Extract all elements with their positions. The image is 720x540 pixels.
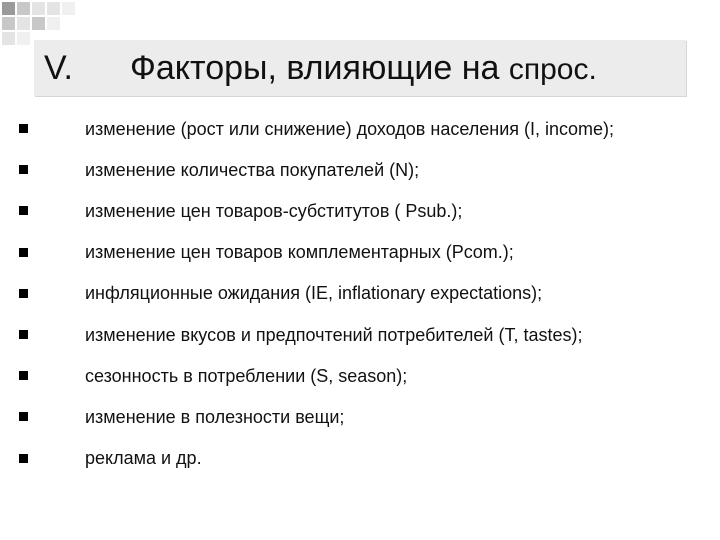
list-item-text: изменение цен товаров-субститутов ( Psub.); <box>85 200 463 221</box>
list-item-text: изменение вкусов и предпочтений потребителей (T, tastes); <box>85 324 583 345</box>
list-item <box>0 273 720 314</box>
list-item-text: инфляционные ожидания (IE, inflationary expectations); <box>85 283 543 304</box>
list-item-text: сезонность в потреблении (S, season); <box>85 365 408 386</box>
list-item <box>0 149 720 190</box>
list-item <box>0 438 720 479</box>
square-bullet-icon <box>19 206 28 215</box>
square-bullet-icon <box>19 165 28 174</box>
square-bullet-icon <box>19 454 28 463</box>
square-bullet-icon <box>19 248 28 257</box>
list-item <box>0 396 720 437</box>
list-item <box>0 190 720 231</box>
slide-number: V. <box>44 49 74 87</box>
list-item <box>0 232 720 273</box>
list-item-text: изменение цен товаров комплементарных (Pcom.); <box>85 242 514 263</box>
square-bullet-icon <box>19 330 28 339</box>
list-item-text: изменение в полезности вещи; <box>85 406 345 427</box>
list-item-text: реклама и др. <box>85 448 202 469</box>
square-bullet-icon <box>19 124 28 133</box>
square-bullet-icon <box>19 412 28 421</box>
square-bullet-icon <box>19 289 28 298</box>
factor-list <box>0 108 720 479</box>
list-item <box>0 108 720 149</box>
list-item <box>0 314 720 355</box>
title-main: Факторы, влияющие на <box>130 49 500 87</box>
list-item <box>0 355 720 396</box>
square-bullet-icon <box>19 371 28 380</box>
list-item-text: изменение (рост или снижение) доходов населения (I, income); <box>85 118 615 139</box>
list-item-text: изменение количества покупателей (N); <box>85 159 420 180</box>
page-title <box>130 48 597 90</box>
title-end: спрос. <box>508 53 597 86</box>
